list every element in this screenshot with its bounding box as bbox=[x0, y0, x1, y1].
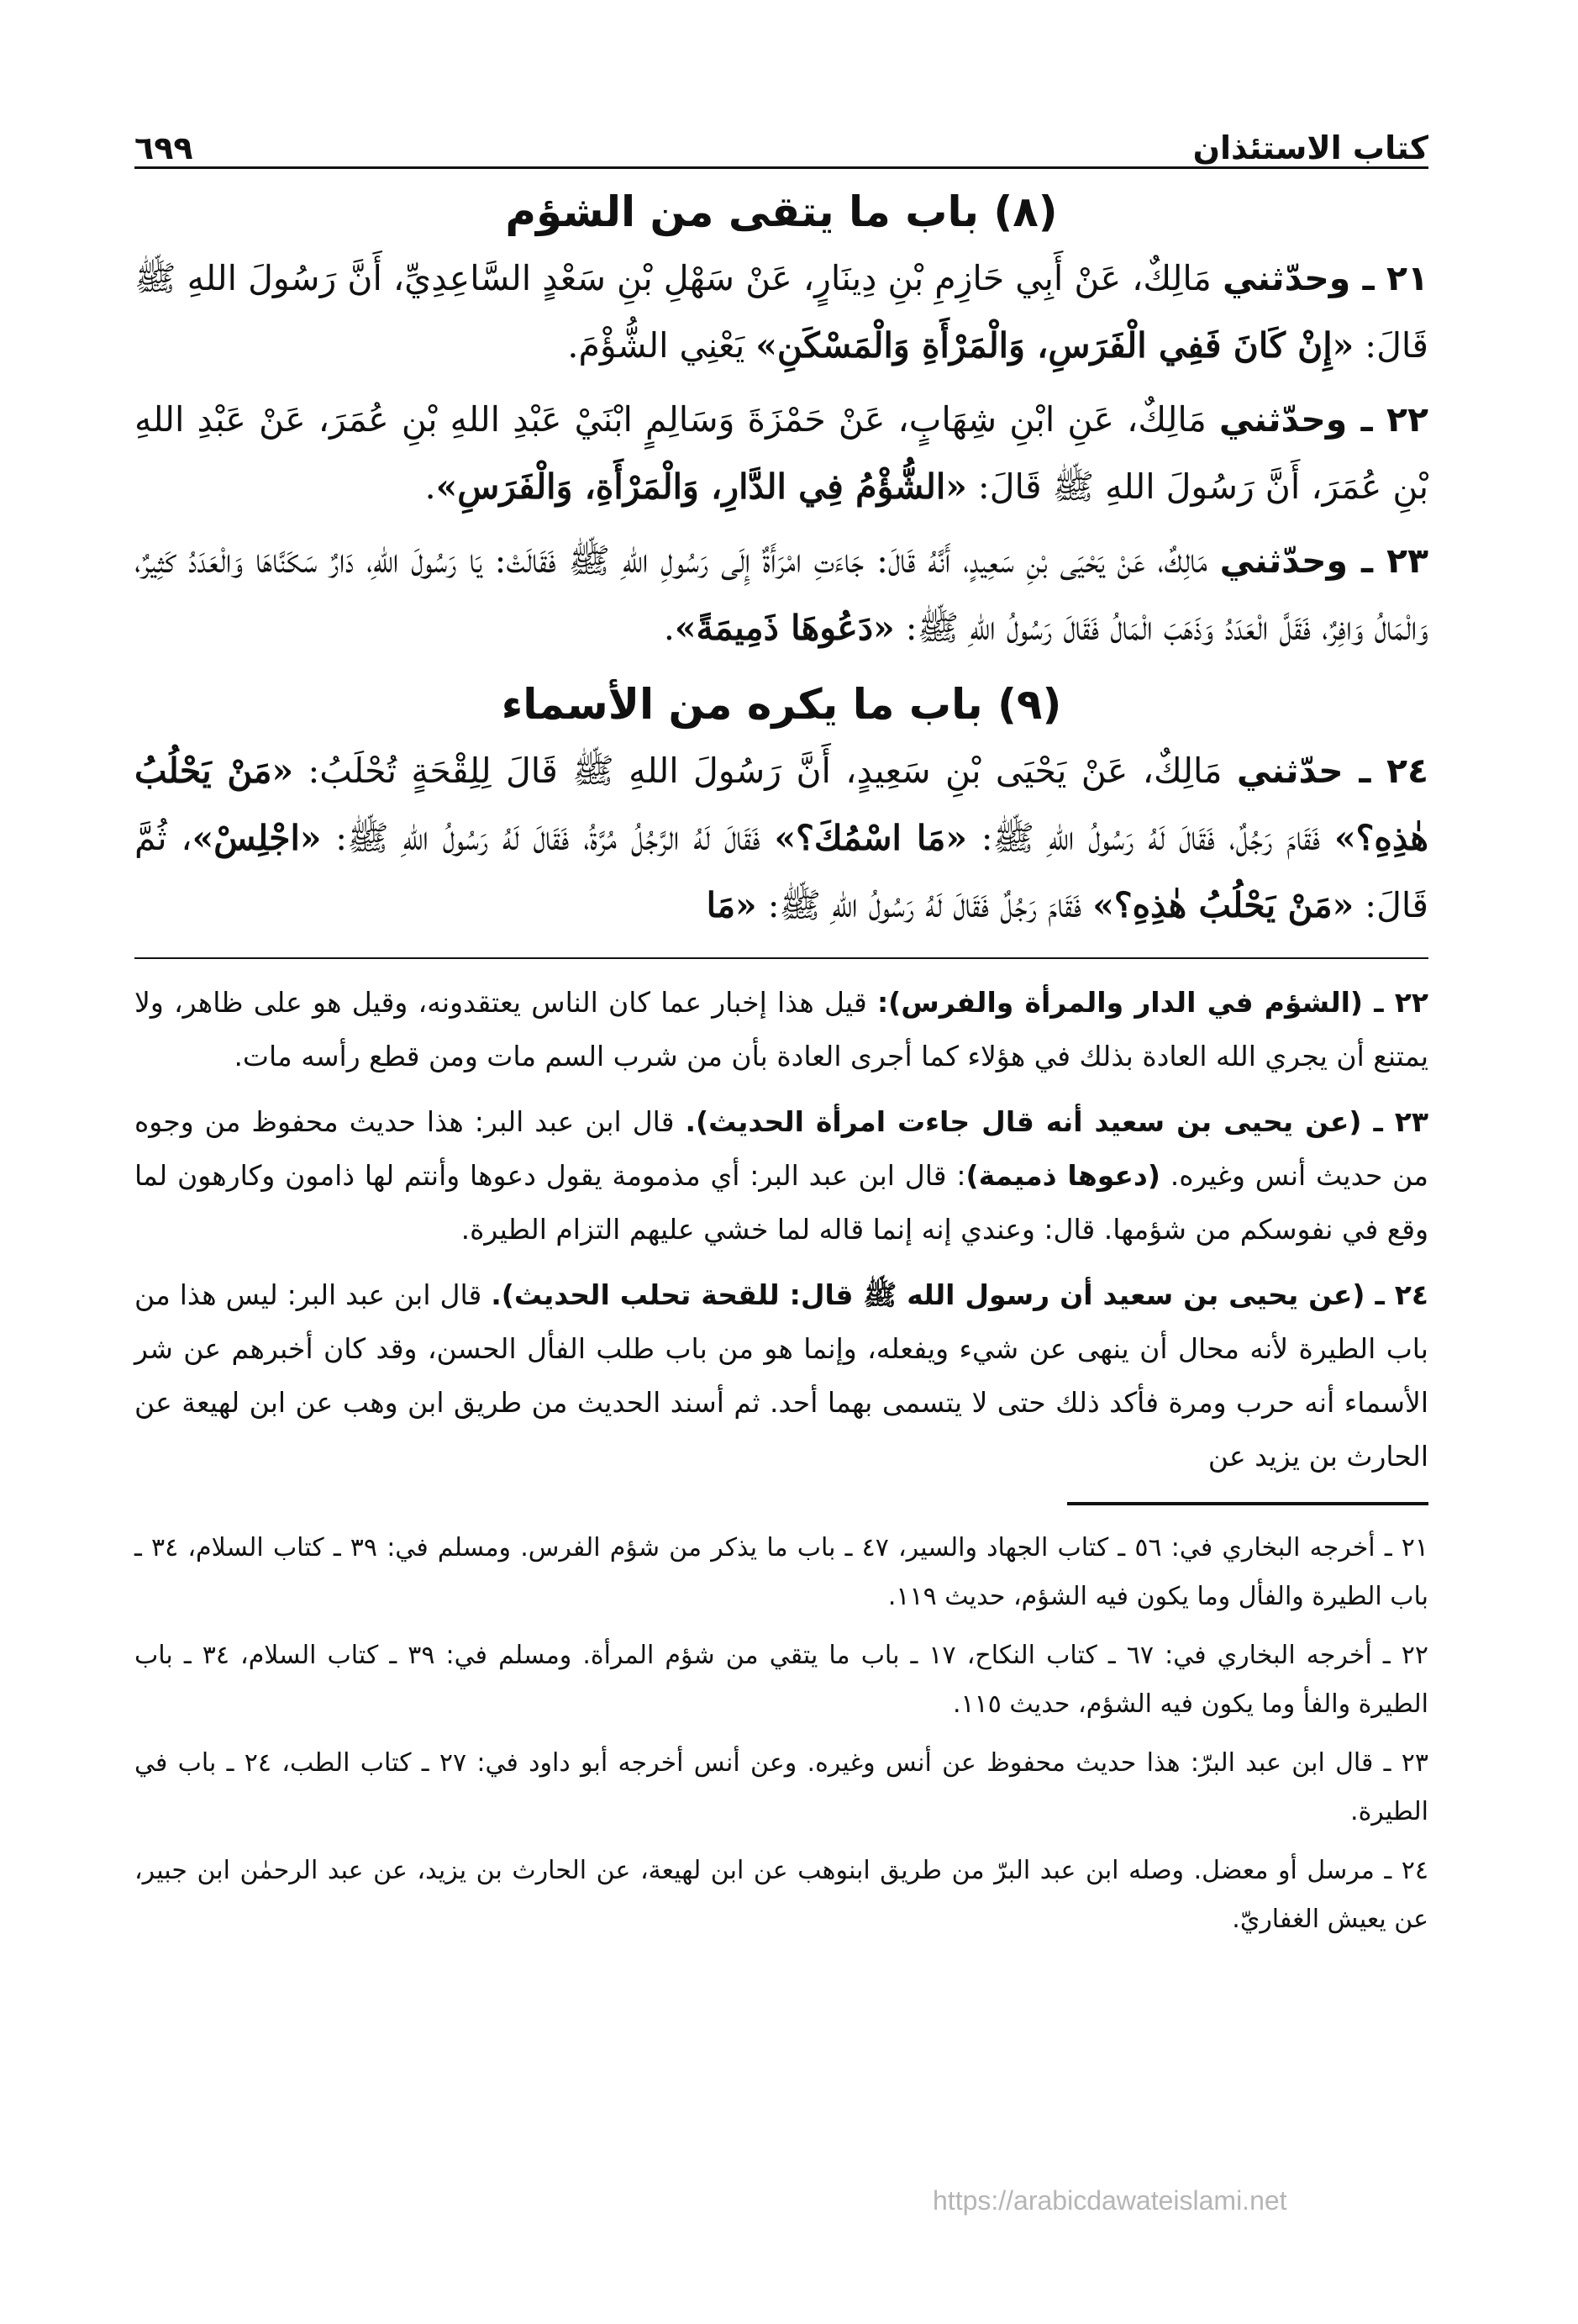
hadith-22-tail: . bbox=[424, 466, 436, 507]
hadith-21-tail: يَعْنِي الشُّؤْمَ. bbox=[567, 325, 756, 366]
footnote-23: ٢٣ ـ قال ابن عبد البرّ: هذا حديث محفوظ عن أنس وغيره. وعن أنس أخرجه أبو داود في: ٢٧ ـ كتاب الطب، ٢٤ ـ باب في الطيرة. bbox=[134, 1748, 1428, 1826]
footnote-22: ٢٢ ـ أخرجه البخاري في: ٦٧ ـ كتاب النكاح، ١٧ ـ باب ما يتقي من شؤم المرأة. ومسلم في: ٣٩ ـ كتاب السلام، ٣٤ ـ باب الطيرة والفأ وما يكون فيه الشؤم، حديث ١١٥. bbox=[134, 1641, 1429, 1719]
hadith-22-body: مَالِكٌ، عَنِ ابْنِ شِهَابٍ، عَنْ حَمْزَةَ وَسَالِمٍ ابْنَيْ عَبْدِ اللهِ بْنِ عُمَرَ، عَنْ عَبْدِ اللهِ بْنِ عُمَرَ، أَنَّ رَسُولَ اللهِ ﷺ قَالَ: bbox=[134, 399, 1428, 507]
commentary-22-lead: ٢٢ ـ (الشؤم في الدار والمرأة والفرس): bbox=[876, 986, 1428, 1019]
chapter-heading-9: (٩) باب ما يكره من الأسماء bbox=[501, 680, 1062, 729]
footnote-divider bbox=[1067, 1502, 1428, 1505]
hadith-24-quote-3: «اجْلِسْ» bbox=[192, 818, 322, 858]
commentary-22-body: قيل هذا إخبار عما كان الناس يعتقدونه، وقيل هو على ظاهر، ولا يمتنع أن يجري الله العادة بذلك في هؤلاء كما أجرى العادة بأن من شرب السم مات ومن قطع رأسه مات. bbox=[134, 986, 1428, 1072]
hadith-23-lead: ٢٣ ـ وحدّثني bbox=[1219, 540, 1429, 581]
hadith-21-lead: ٢١ ـ وحدّثني bbox=[1222, 258, 1429, 298]
commentary-23-body-2: : قال ابن عبد البر: أي مذمومة يقول دعوها وأنتم لها ذامون وكارهون لما وقع في نفوسكم من شؤمها. قال: وعندي إنه إنما قاله لما خشي عليهم التزام الطيرة. bbox=[134, 1159, 1428, 1246]
watermark-url: https://arabicdawateislami.net bbox=[933, 2185, 1287, 2216]
hadith-24-mid-3: ، ثُمَّ قَالَ: bbox=[134, 818, 1428, 925]
commentary-23 bbox=[134, 1095, 1428, 1257]
commentary-24-lead: ٢٤ ـ (عن يحيى بن سعيد أن رسول الله ﷺ قال: للقحة تحلب الحديث). bbox=[491, 1278, 1428, 1311]
commentary-divider bbox=[134, 957, 1428, 959]
hadith-23 bbox=[134, 527, 1428, 661]
hadith-22-lead: ٢٢ ـ وحدّثني bbox=[1218, 399, 1428, 440]
hadith-24-quote-1: «مَنْ يَحْلُبُ هٰذِهِ؟» bbox=[134, 751, 1428, 858]
hadith-24-quote-2: «مَا اسْمُكَ؟» bbox=[774, 818, 967, 858]
hadith-24-lead: ٢٤ ـ حدّثني bbox=[1236, 751, 1429, 791]
hadith-21-quote: «إِنْ كَانَ فَفِي الْفَرَسِ، وَالْمَرْأَةِ وَالْمَسْكَنِ» bbox=[755, 325, 1354, 366]
hadith-24 bbox=[134, 737, 1428, 939]
commentary-23-lead-2: (دعوها ذميمة) bbox=[965, 1159, 1160, 1192]
hadith-24-mid-2: فَقَالَ لَهُ الرَّجُلُ مُرَّةُ، فَقَالَ لَهُ رَسُولُ اللهِ ﷺ: bbox=[321, 818, 775, 858]
commentary-23-lead: ٢٣ ـ (عن يحيى بن سعيد أنه قال جاءت امرأة الحديث). bbox=[685, 1105, 1429, 1138]
hadith-24-body: مَالِكٌ، عَنْ يَحْيَى بْنِ سَعِيدٍ، أَنَّ رَسُولَ اللهِ ﷺ قَالَ لِلِقْحَةٍ تُحْلَبُ: bbox=[293, 751, 1237, 791]
running-header bbox=[134, 101, 1428, 169]
page-number: ٦٩٩ bbox=[134, 129, 193, 166]
book-page bbox=[134, 101, 1428, 1954]
commentary-22 bbox=[134, 976, 1428, 1083]
hadith-22-quote: «الشُّؤْمُ فِي الدَّارِ، وَالْمَرْأَةِ، وَالْفَرَسِ» bbox=[435, 466, 967, 507]
hadith-24-quote-5: «مَا bbox=[706, 885, 757, 925]
hadith-24-quote-4: «مَنْ يَحْلُبُ هٰذِهِ؟» bbox=[1092, 885, 1354, 925]
footnote-21: ٢١ ـ أخرجه البخاري في: ٥٦ ـ كتاب الجهاد والسير، ٤٧ ـ باب ما يذكر من شؤم الفرس. ومسلم في: ٣٩ ـ كتاب السلام، ٣٤ ـ باب الطيرة والفأل وما يكون فيه الشؤم، حديث ١١٩. bbox=[134, 1533, 1429, 1611]
hadith-23-quote: «دَعُوهَا ذَمِيمَةً» bbox=[674, 608, 895, 648]
commentary-23-body-1: قال ابن عبد البر: هذا حديث محفوظ من وجوه من حديث أنس وغيره. bbox=[134, 1105, 1428, 1192]
hadith-21-body: مَالِكٌ، عَنْ أَبِي حَازِمِ بْنِ دِينَارٍ، عَنْ سَهْلِ بْنِ سَعْدٍ السَّاعِدِيِّ، أَنَّ رَسُولَ اللهِ ﷺ قَالَ: bbox=[134, 258, 1428, 366]
commentary-24-body: قال ابن عبد البر: ليس هذا من باب الطيرة لأنه محال أن ينهى عن شيء ويفعله، وإنما هو من باب طلب الفأل الحسن، وقد كان أخبرهم عن شر الأسماء أنه حرب ومرة فأكد ذلك حتى لا يتسمى بهما أحد. ثم أسند الحديث من طريق ابن وهب عن ابن لهيعة عن الحارث بن يزيد عن bbox=[134, 1278, 1428, 1473]
commentary-24 bbox=[134, 1268, 1428, 1483]
running-title: كتاب الاستئذان bbox=[1192, 129, 1428, 166]
hadith-23-tail: . bbox=[663, 608, 675, 648]
chapter-heading-8: (٨) باب ما يتقى من الشؤم bbox=[505, 187, 1058, 236]
hadith-24-mid-1: فَقَامَ رَجُلٌ، فَقَالَ لَهُ رَسُولُ اللهِ ﷺ: bbox=[966, 818, 1334, 858]
hadith-24-mid-4: فَقَامَ رَجُلٌ فَقَالَ لَهُ رَسُولُ اللهِ ﷺ: bbox=[756, 885, 1093, 925]
hadith-23-body: مَالِكٌ، عَنْ يَحْيَى بْنِ سَعِيدٍ، أَنَّهُ قَالَ: جَاءَتِ امْرَأَةٌ إِلَى رَسُولِ اللهِ ﷺ فَقَالَتْ: يَا رَسُولَ اللهِ، دَارٌ سَكَنَّاهَا وَالْعَدَدُ كَثِيرٌ، وَالْمَالُ وَافِرٌ، فَقَلَّ الْعَدَدُ وَذَهَبَ الْمَالُ فَقَالَ رَسُولُ اللهِ ﷺ: bbox=[134, 540, 1428, 648]
footnote-24: ٢٤ ـ مرسل أو معضل. وصله ابن عبد البرّ من طريق ابنوهب عن ابن لهيعة، عن الحارث بن يزيد، عن عبد الرحمٰن ابن جبير، عن يعيش الغفاريّ. bbox=[134, 1856, 1428, 1934]
hadith-22 bbox=[134, 386, 1428, 520]
hadith-21 bbox=[134, 245, 1428, 379]
